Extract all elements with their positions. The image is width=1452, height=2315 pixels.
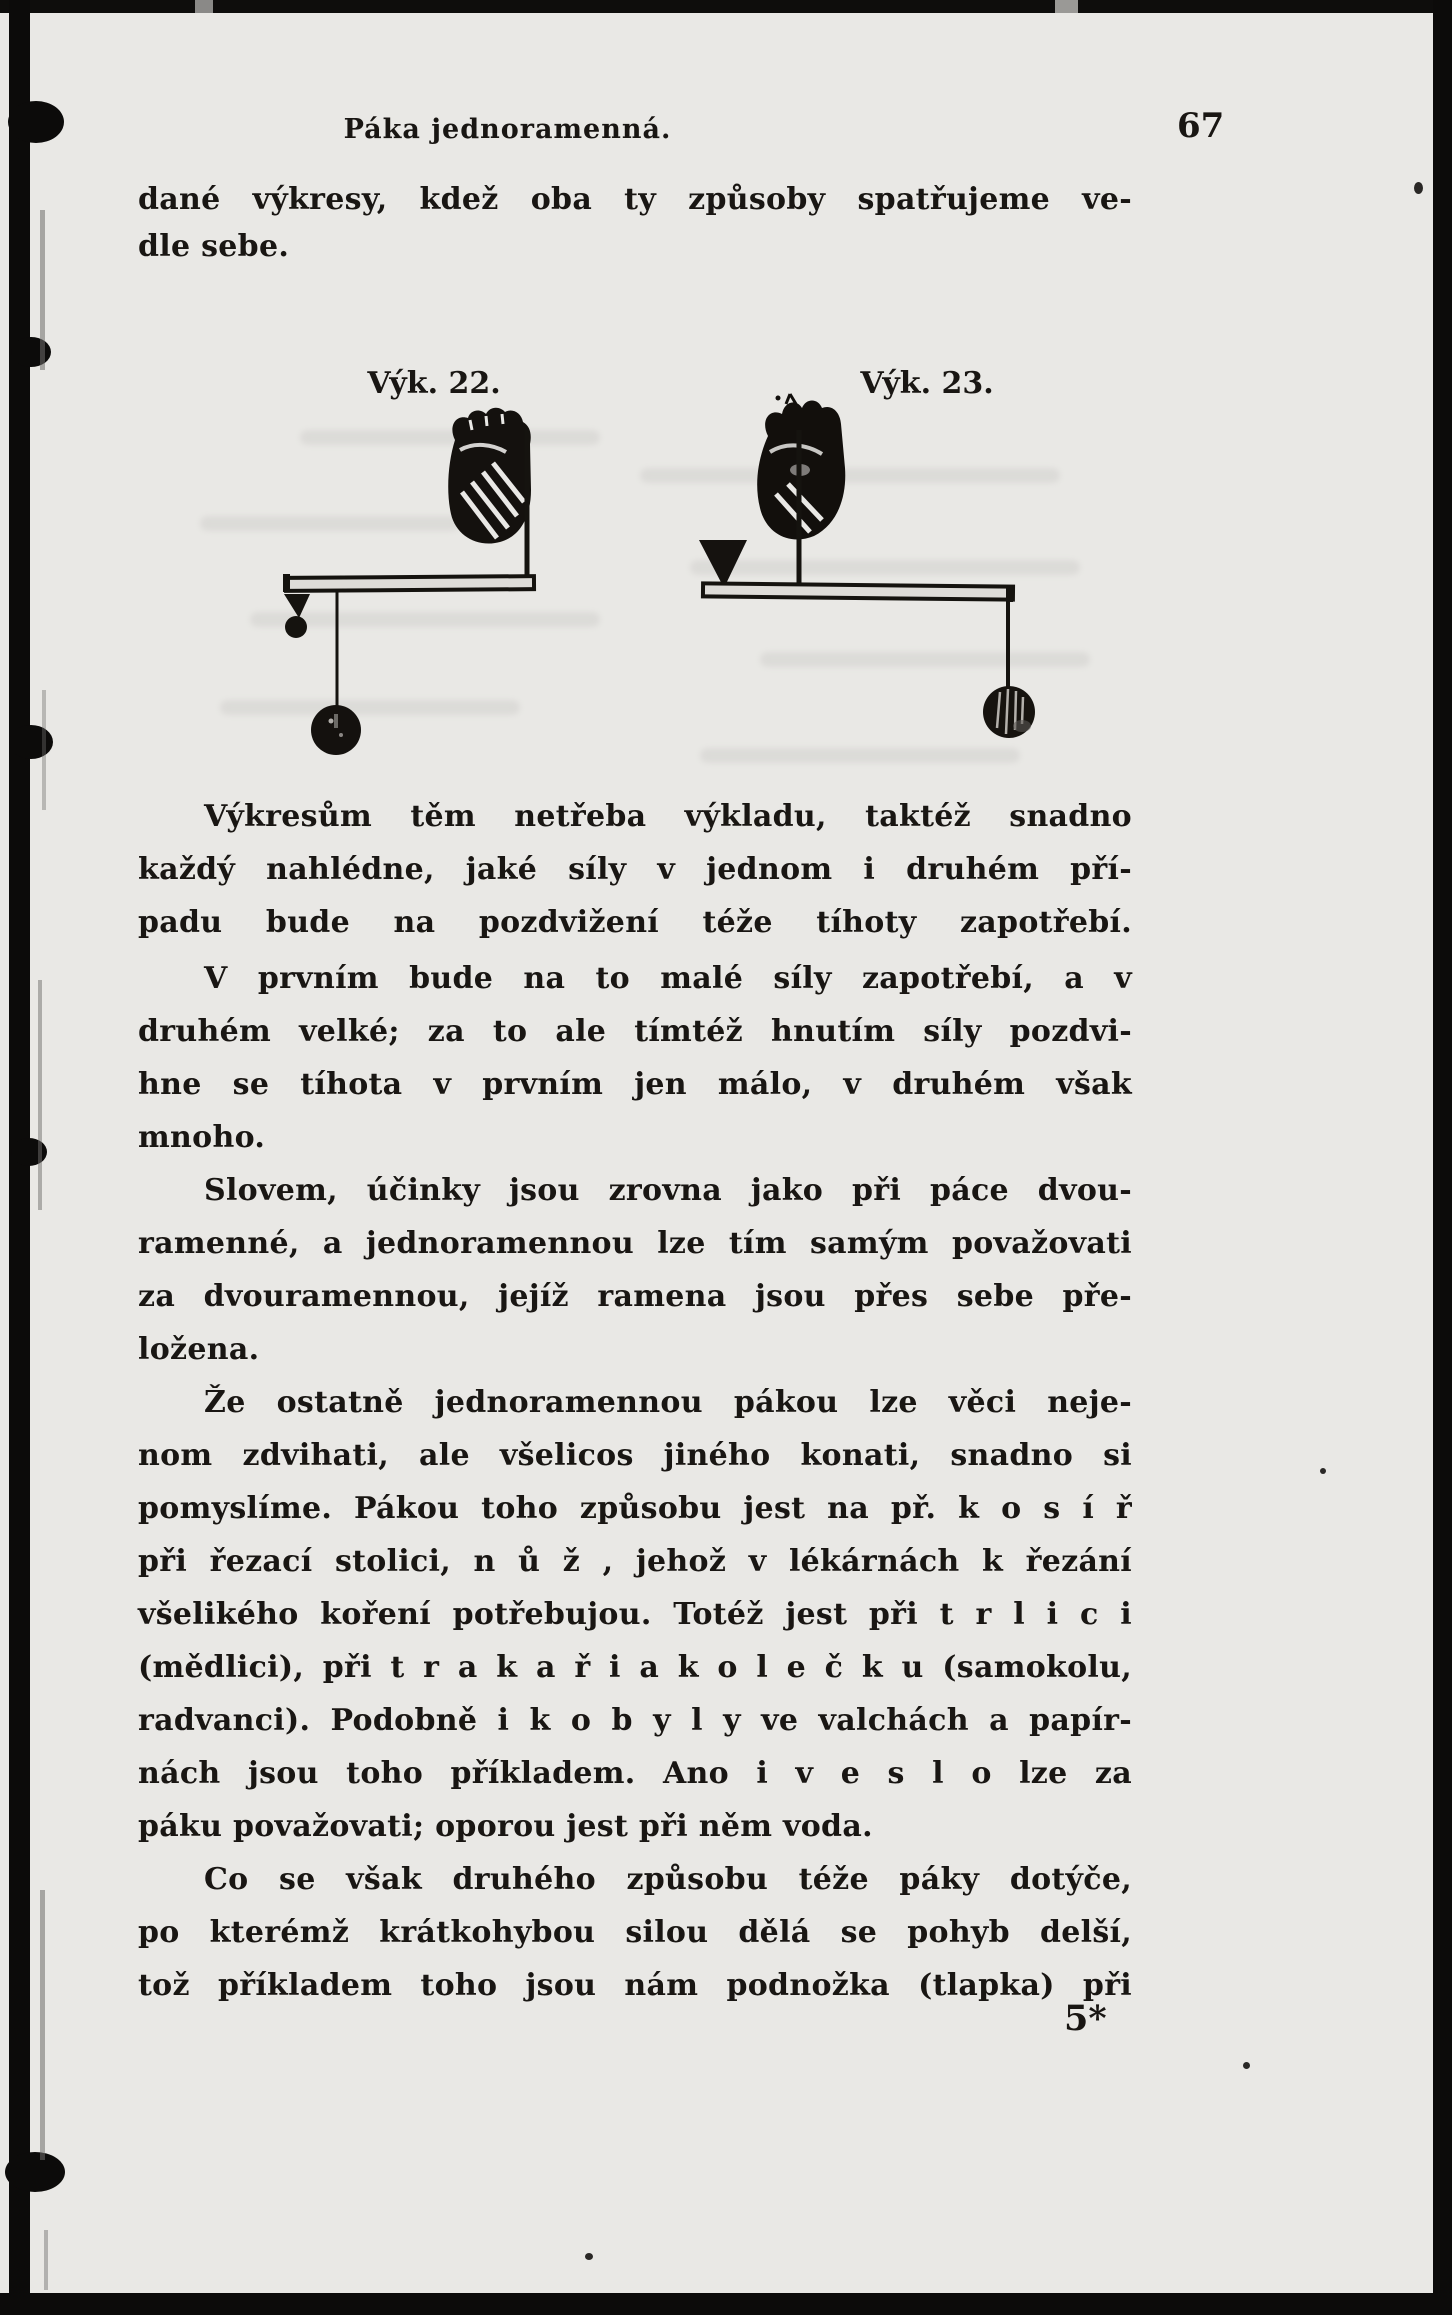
fig23-lever-bar — [703, 583, 1013, 599]
text-line: nách jsou toho příkladem. Ano i v e s l o lze za — [138, 1756, 1132, 1791]
text-line: ložena. — [138, 1332, 260, 1367]
text-line: Že ostatně jednoramennou pákou lze věci neje- — [204, 1385, 1132, 1420]
text-line: po kterémž krátkohybou silou dělá se pohyb delší, — [138, 1915, 1132, 1950]
fig22-hand-icon — [448, 408, 531, 544]
text-line: ramenné, a jednoramennou lze tím samým považovati — [138, 1226, 1132, 1261]
text-line: za dvouramennou, jejíž ramena jsou přes sebe pře- — [138, 1279, 1132, 1314]
text-line: (mědlici), při t r a k a ř i a k o l e č k u (samokolu, — [138, 1650, 1132, 1685]
running-title: Páka jednoramenná. — [343, 114, 672, 145]
fig22-lever-bar — [286, 576, 534, 591]
text-line: dané výkresy, kdež oba ty způsoby spatřujeme ve- — [138, 182, 1132, 217]
figure-22-drawing — [283, 408, 534, 755]
text-line: Co se však druhého způsobu téže páky dotýče, — [204, 1862, 1132, 1897]
text-line: pomyslíme. Pákou toho způsobu jest na př. k o s í ř — [138, 1491, 1132, 1526]
figure-23-caption: Výk. 23. — [860, 366, 994, 401]
text-line: V prvním bude na to malé síly zapotřebí, a v — [204, 961, 1132, 996]
text-line: nom zdvihati, ale všelicos jiného konati, snadno si — [138, 1438, 1132, 1473]
fig22-fulcrum — [284, 594, 310, 638]
signature-mark: 5* — [1064, 1998, 1107, 2039]
text-line: Slovem, účinky jsou zrovna jako při páce dvou- — [204, 1173, 1132, 1208]
text-line: mnoho. — [138, 1120, 266, 1155]
paragraph-explanation — [138, 790, 1132, 949]
page-number: 67 — [1177, 106, 1225, 146]
text-line: všelikého koření potřebujou. Totéž jest při t r l i c i — [138, 1597, 1132, 1632]
fig23-weight-ball — [983, 686, 1035, 738]
text-line: dle sebe. — [138, 229, 290, 264]
text-line: tož příkladem toho jsou nám podnožka (tlapka) při — [138, 1968, 1132, 2003]
fig23-fulcrum-wedge — [699, 540, 747, 588]
text-line: páku považovati; oporou jest při něm voda. — [138, 1809, 873, 1844]
paragraph-forces — [138, 952, 1132, 1164]
figure-23-drawing — [699, 394, 1035, 738]
text-line: radvanci). Podobně i k o b y l y ve valchách a papír- — [138, 1703, 1132, 1738]
text-line: každý nahlédne, jaké síly v jednom i druhém pří- — [138, 852, 1132, 887]
fig22-weight-ball — [311, 705, 361, 755]
text-line: padu bude na pozdvižení téže tíhoty zapotřebí. — [138, 905, 1132, 940]
text-line: při řezací stolici, n ů ž , jehož v lékárnách k řezání — [138, 1544, 1132, 1579]
figure-22-caption: Výk. 22. — [367, 366, 501, 401]
text-line: Výkresům těm netřeba výkladu, taktéž snadno — [204, 799, 1132, 834]
paragraph-comparison — [138, 1164, 1132, 1376]
paragraph-examples — [138, 1376, 1132, 1853]
fig22-bar-end-cap — [283, 574, 290, 592]
fig23-bar-end-cap — [1006, 585, 1013, 602]
paragraph-second-mode — [138, 1853, 1132, 2012]
text-line: druhém velké; za to ale tímtéž hnutím síly pozdvi- — [138, 1014, 1132, 1049]
text-line: hne se tíhota v prvním jen málo, v druhém však — [138, 1067, 1132, 1102]
